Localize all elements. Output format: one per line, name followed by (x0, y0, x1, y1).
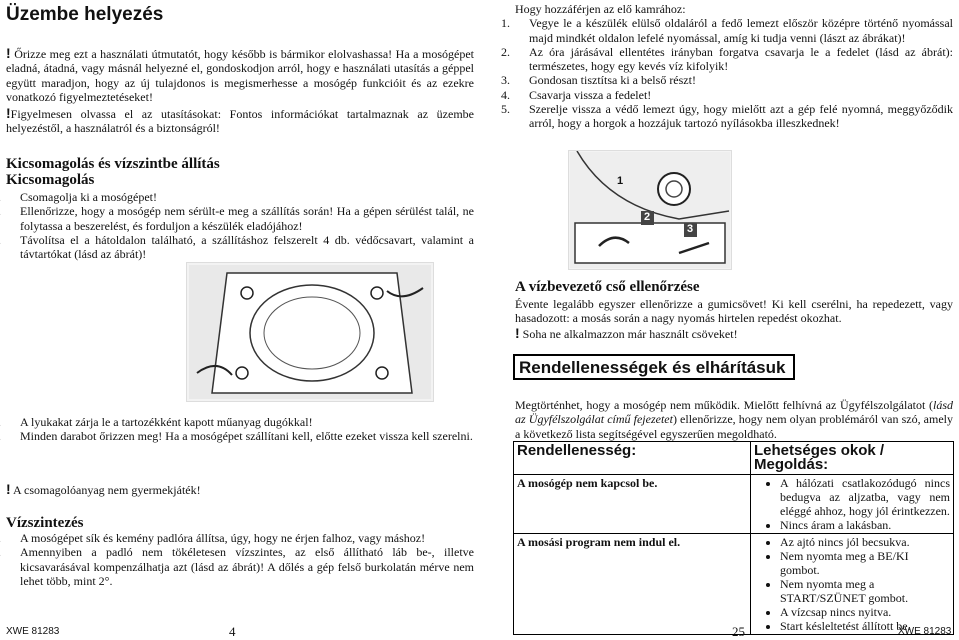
footer-code-left: XWE 81283 (6, 626, 60, 637)
list-item: • A hálózati csatlakozódugó nincs bedugva az aljzatba, vagy nem eléggé ahhoz, hogy jól érintkezzen. (780, 476, 950, 518)
intro-text: Őrizze meg ezt a használati útmutatót, hogy később is bármikor elolvashassa! Ha a mosógépet eladná, átadná, vagy másnál helyezné el, gondoskodjon arról, hogy e használati utasítás a géppel együtt maradjon, hogy az új tulajdonos is megismerhesse a mosógép funkcióit és az ezekre vonatkozó figyelmeztetéseket! (6, 47, 474, 104)
rear-view-figure (186, 262, 434, 402)
list-item: • Nincs áram a lakásban. (780, 518, 950, 532)
cause-cell (751, 534, 954, 635)
list-item: • Az ajtó nincs jól becsukva. (780, 535, 950, 549)
hose-text-block (515, 297, 953, 341)
warning-text: Figyelmesen olvassa el az utasításokat: Fontos információkat tartalmaznak az üzembe helyezéstől, a használatról és a biztonságról! (6, 107, 474, 136)
child-warning: ! A csomagolóanyag nem gyermekjáték! (6, 481, 201, 497)
list-item: 2. Az óra járásával ellentétes irányban forgatva csavarja le a fedelet (lásd az ábrát): természetes, hogy egy kevés víz kifolyik! (501, 44, 953, 74)
faults-intro: Megtörténhet, hogy a mosógép nem működik. Mielőtt felhívná az Ügyfélszolgálatot (lásd az Ügyfélszolgálat című fejezetet) ellenőrizze, hogy nem olyan problémáról van szó, amely a következő lista segítségével egyszerűen megoldható. (515, 398, 954, 441)
warning-exclamation-icon: ! (6, 481, 11, 497)
cause-cell (751, 475, 954, 534)
access-heading: Hogy hozzáférjen az elő kamrához: (515, 2, 686, 16)
access-instructions (501, 2, 953, 131)
problem-cell: A mosási program nem indul el. (514, 534, 751, 635)
column-header-cause: Lehetséges okok / Megoldás: (751, 442, 954, 475)
list-item: • A vízcsap nincs nyitva. (780, 605, 950, 619)
front-panel-figure (568, 150, 732, 270)
troubleshooting-table (513, 441, 954, 635)
column-header-problem: Rendellenesség: (514, 442, 751, 475)
subheading-unpacking: Kicsomagolás (6, 172, 95, 188)
page-title: Üzembe helyezés (6, 4, 164, 25)
list-item: • Start késleltetést állított be. (780, 619, 950, 633)
hose-warning: Soha ne alkalmazzon már használt csöveket! (522, 326, 738, 341)
hose-text: Évente legalább egyszer ellenőrizze a gumicsövet! Ki kell cserélni, ha repedezett, vagy hasadozott: a mosás során a nagy nyomás hirtelen repedést okozhat. (515, 297, 953, 326)
section-heading-faults: Rendellenességek és elhárításuk (519, 358, 786, 377)
list-item: Amennyiben a padló nem tökéletesen vízszintes, az első állítható láb be-, illetve kicsavarásával kompenzálhatja azt (lásd az ábrát)! A dőlés a gép felső burkolatán mérve nem lehet több, mint 2°. (20, 545, 474, 588)
list-item: Minden darabot őrizzen meg! Ha a mosógépet szállítani kell, előtte ezeket vissza kell szerelni. (20, 429, 473, 444)
front-panel-drawing (569, 151, 731, 269)
unpacking-steps (6, 190, 474, 261)
list-item: • Nem nyomta meg a BE/KI gombot. (780, 549, 950, 577)
troubleshooting-table-wrap (513, 441, 954, 635)
list-item: A lyukakat zárja le a tartozékként kapott műanyag dugókkal! (20, 415, 313, 429)
section-heading-unpacking: Kicsomagolás és vízszintbe állítás (6, 156, 220, 172)
section-heading-leveling: Vízszintezés (6, 515, 84, 531)
warning-exclamation-icon: ! (515, 324, 520, 341)
warning-exclamation-icon: ! (6, 105, 11, 122)
figure-label-3: 3 (687, 223, 694, 235)
footer-code-right: XWE 81283 (898, 626, 952, 637)
warning-exclamation-icon: ! (6, 45, 11, 61)
list-item: • Nem nyomta meg a START/SZÜNET gombot. (780, 577, 950, 605)
rear-view-drawing (187, 263, 433, 401)
list-item: 5. Szerelje vissza a védő lemezt úgy, hogy mielőtt azt a gép felé nyomná, meggyőződik arról, hogy a horgok a hozzájuk tartozó nyílásokba illeszkednek! (501, 102, 953, 131)
page-number-left: 4 (229, 624, 236, 639)
problem-cell: A mosógép nem kapcsol be. (514, 475, 751, 534)
list-item: 3. Gondosan tisztítsa ki a belső részt! (501, 73, 696, 88)
page-number-right: 25 (732, 624, 745, 639)
section-heading-hose: A vízbevezető cső ellenőrzése (515, 279, 700, 295)
list-item: A mosógépet sík és kemény padlóra állítsa, úgy, hogy ne érjen falhoz, vagy máshoz! (20, 531, 426, 545)
figure-label-2: 2 (644, 211, 651, 223)
faults-title-box (513, 354, 795, 380)
unpacking-steps-continued (6, 415, 474, 444)
list-item: Ellenőrizze, hogy a mosógép nem sérült-e meg a szállítás során! Ha a gépen sérülést talál, ne folytassa a beszerelést, és forduljon a készülék eladójához! (20, 204, 474, 233)
list-item: 4. Csavarja vissza a fedelet! (501, 87, 652, 102)
list-item: 1. Vegye le a készülék elülső oldaláról a fedő lemezt először középre történő nyomással majd mindkét oldalon lefelé nyomással, amíg ki tudja venni (lászt az ábrákat)! (501, 16, 953, 45)
figure-label-1: 1 (617, 175, 624, 187)
table-header-row (514, 442, 954, 475)
list-item: Távolítsa el a hátoldalon található, a szállításhoz felszerelt 4 db. védőcsavart, valamint a távtartókat (lásd az ábrát)! (20, 232, 474, 262)
table-row (514, 475, 954, 534)
intro-block (6, 46, 474, 136)
table-row (514, 534, 954, 635)
list-item: Csomagolja ki a mosógépet! (20, 190, 157, 204)
leveling-steps (6, 531, 474, 588)
